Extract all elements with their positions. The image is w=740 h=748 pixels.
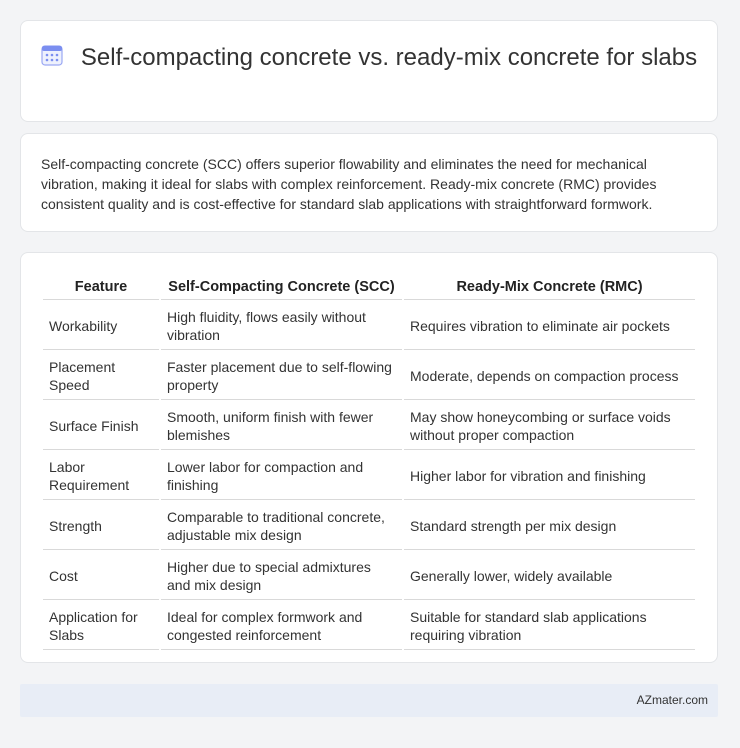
table-header-row (43, 275, 695, 300)
feature-cell: Application for Slabs (43, 602, 159, 650)
footer-brand[interactable]: AZmater.com (636, 693, 708, 707)
header-scc: Self-Compacting Concrete (SCC) (161, 275, 402, 300)
table-row (43, 402, 695, 450)
feature-cell: Strength (43, 502, 159, 550)
summary-paragraph: Self-compacting concrete (SCC) offers superior flowability and eliminates the need for mechanical vibration, making it ideal for slabs with complex reinforcement. Ready-mix concrete (RMC) provides consistent quality and is cost-effective for standard slab applications with straightforward formwork. (41, 156, 657, 212)
feature-cell: Workability (43, 302, 159, 350)
rmc-cell: Generally lower, widely available (404, 552, 695, 600)
table-row (43, 452, 695, 500)
calendar-icon (41, 44, 63, 66)
header-rmc: Ready-Mix Concrete (RMC) (404, 275, 695, 300)
scc-cell: Ideal for complex formwork and congested reinforcement (161, 602, 402, 650)
table-row (43, 502, 695, 550)
comparison-table (41, 273, 697, 652)
feature-cell: Labor Requirement (43, 452, 159, 500)
scc-cell: Higher due to special admixtures and mix design (161, 552, 402, 600)
title-card (20, 20, 718, 122)
table-row (43, 552, 695, 600)
page-title (21, 43, 717, 73)
scc-cell: High fluidity, flows easily without vibration (161, 302, 402, 350)
rmc-cell: Higher labor for vibration and finishing (404, 452, 695, 500)
rmc-cell: Requires vibration to eliminate air pockets (404, 302, 695, 350)
feature-cell: Placement Speed (43, 352, 159, 400)
title-text: Self-compacting concrete vs. ready-mix concrete for slabs (80, 44, 698, 71)
header-feature: Feature (43, 275, 159, 300)
rmc-cell: Moderate, depends on compaction process (404, 352, 695, 400)
rmc-cell: Suitable for standard slab applications requiring vibration (404, 602, 695, 650)
comparison-table-card (20, 252, 718, 663)
rmc-cell: Standard strength per mix design (404, 502, 695, 550)
scc-cell: Lower labor for compaction and finishing (161, 452, 402, 500)
table-row (43, 602, 695, 650)
table-row (43, 302, 695, 350)
summary-card (20, 133, 718, 232)
table-row (43, 352, 695, 400)
footer-bar (20, 684, 718, 717)
feature-cell: Cost (43, 552, 159, 600)
scc-cell: Smooth, uniform finish with fewer blemishes (161, 402, 402, 450)
scc-cell: Comparable to traditional concrete, adjustable mix design (161, 502, 402, 550)
scc-cell: Faster placement due to self-flowing property (161, 352, 402, 400)
rmc-cell: May show honeycombing or surface voids without proper compaction (404, 402, 695, 450)
feature-cell: Surface Finish (43, 402, 159, 450)
